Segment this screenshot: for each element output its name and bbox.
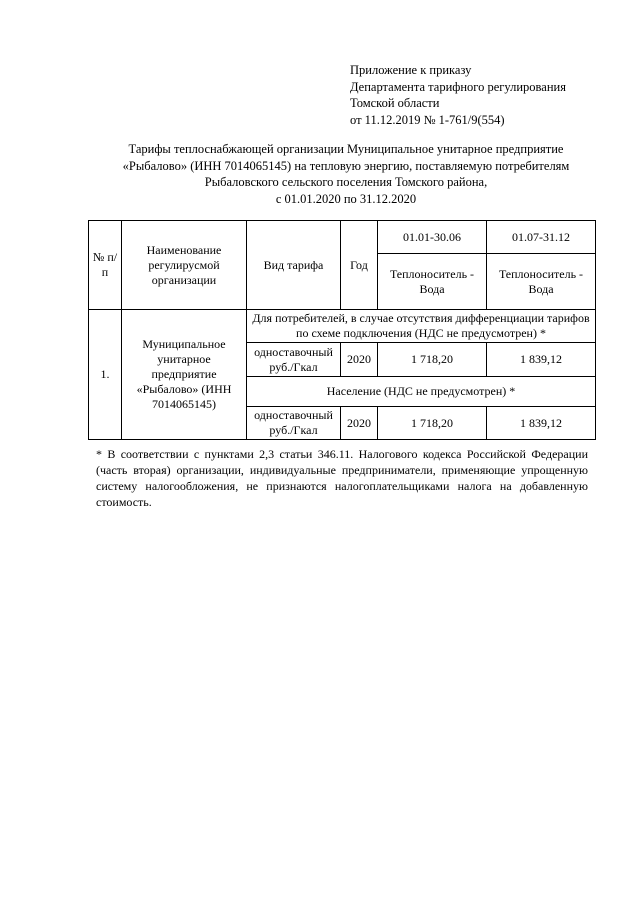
appendix-order-date: от 11.12.2019 № 1-761/9(554) <box>350 112 505 127</box>
group-label: Для потребителей, в случае отсутствия дифференциации тарифов по схеме подключения (НДС не предусмотрен) * <box>247 310 596 343</box>
row-num: 1. <box>89 310 122 440</box>
cell-year: 2020 <box>341 407 378 440</box>
row-org: Муниципальное унитарное предприятие «Рыбалово» (ИНН 7014065145) <box>122 310 247 440</box>
appendix-line: Томской области <box>350 96 440 110</box>
cell-value-period-1: 1 718,20 <box>378 343 487 377</box>
footnote: * В соответствии с пунктами 2,3 статьи 346.11. Налогового кодекса Российской Федерации (часть вторая) организации, индивидуальные предприниматели, применяющие упрощенную систему налогообложения, не признаются налогоплательщиками налога на добавленную стоимость. <box>96 447 588 509</box>
appendix-header <box>350 62 566 128</box>
title-line: «Рыбалово» (ИНН 7014065145) на тепловую энергию, поставляемую потребителям <box>122 158 570 173</box>
appendix-line: Приложение к приказу <box>350 63 472 77</box>
cell-value-period-2: 1 839,12 <box>487 343 596 377</box>
header-carrier-2: Теплоноситель - Вода <box>487 254 596 310</box>
header-year: Год <box>341 221 378 310</box>
group-label: Население (НДС не предусмотрен) * <box>247 377 596 407</box>
header-tariff-type: Вид тарифа <box>247 221 341 310</box>
cell-value-period-1: 1 718,20 <box>378 407 487 440</box>
header-carrier-1: Теплоноситель - Вода <box>378 254 487 310</box>
header-num: № п/п <box>89 221 122 310</box>
title-period: с 01.01.2020 по 31.12.2020 <box>275 191 417 206</box>
cell-year: 2020 <box>341 343 378 377</box>
cell-tariff-type: одноставочный руб./Гкал <box>247 407 341 440</box>
header-org: Наименование регулирусмой организации <box>122 221 247 310</box>
header-period-1: 01.01-30.06 <box>378 221 487 254</box>
document-title <box>80 141 612 207</box>
appendix-line: Департамента тарифного регулирования <box>350 79 566 94</box>
cell-tariff-type: одноставочный руб./Гкал <box>247 343 341 377</box>
title-line: Рыбаловского сельского поселения Томского района, <box>204 175 488 189</box>
cell-value-period-2: 1 839,12 <box>487 407 596 440</box>
tariff-table <box>88 220 596 440</box>
title-line: Тарифы теплоснабжающей организации Муниципальное унитарное предприятие <box>128 142 564 156</box>
header-period-2: 01.07-31.12 <box>487 221 596 254</box>
